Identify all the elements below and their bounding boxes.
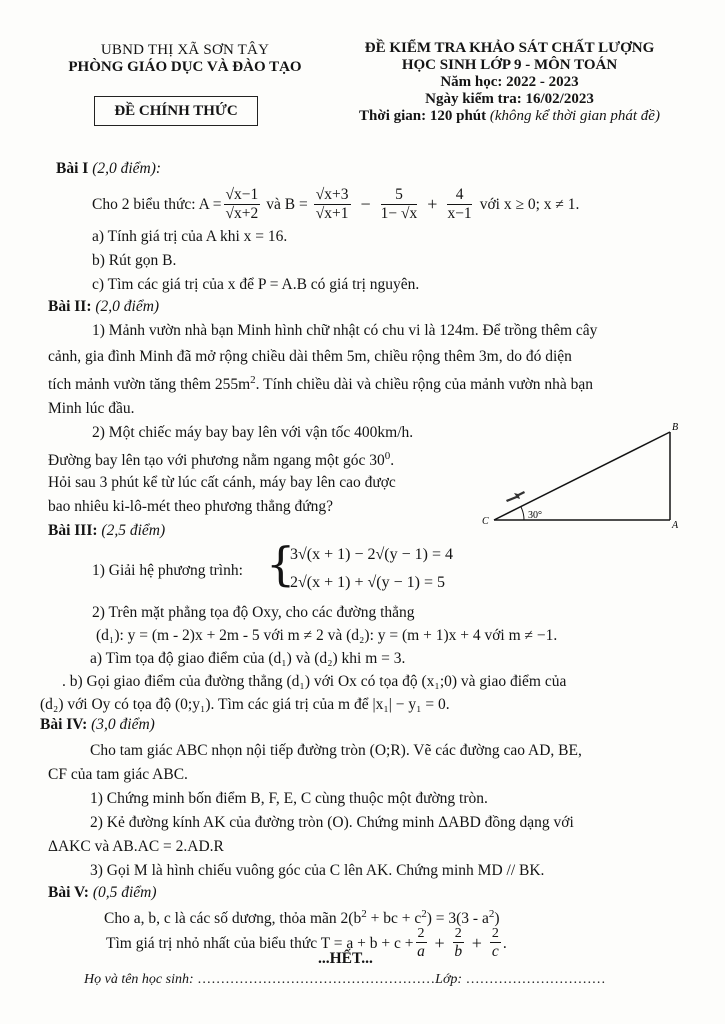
bai3-qb-l1: . b) Gọi giao điểm của đường thẳng (d₁) với Ox có tọa độ (x₁;0) và giao điểm của (62, 673, 567, 690)
org-line1: UBND THỊ XÃ SƠN TÂY (100, 42, 270, 58)
fraction-2b: $\frac{2}{b}$ (454, 926, 463, 960)
side-cb (494, 432, 670, 520)
fraction-2a: $\frac{2}{a}$ (417, 926, 425, 960)
bai5-l1: Cho a, b, c là các số dương, thỏa mãn $2(b^2$ + bc + $c^2) = 3(3 - a^2)$ (104, 908, 500, 928)
label-c: C (482, 516, 489, 527)
bai2-p1-l3: tích mảnh vườn tăng thêm $255m^2$. Tính chiều dài và chiều rộng của mảnh vườn nhà bạn (48, 374, 594, 394)
student-info (84, 972, 606, 988)
fraction-a: $\frac{√x-1}{√x+2}$ (225, 186, 259, 222)
bai2-p2-l3: Hỏi sau 3 phút kể từ lúc cất cánh, máy bay lên cao được (48, 474, 396, 491)
name-label: Họ và tên học sinh: (84, 972, 194, 987)
bai1-heading: Bài I (2,0 điểm): (56, 160, 162, 177)
bai4-heading: Bài IV: (3,0 điểm) (40, 716, 155, 733)
bai3-q2-l2: (d₁): y = (m - 2)x + 2m - 5 với m ≠ 2 và (d₂): y = (m + 1)x + 4 với m ≠ −1. (96, 627, 558, 644)
bai3-q1: 1) Giải hệ phương trình: (92, 562, 243, 579)
fraction-b2: $\frac{5}{1- √x}$ (380, 186, 418, 222)
airplane-icon (506, 491, 525, 502)
bai3-qb-l2: (d₂) với Oy có tọa độ (0;y₁). Tìm các giá trị của m để |x₁| − y₁ = 0. (40, 696, 450, 713)
label-a: A (672, 520, 679, 530)
header-right (332, 40, 687, 125)
bai1-qa: a) Tính giá trị của A khi x = 16. (92, 228, 288, 245)
bai1-qc: c) Tìm các giá trị của x để P = A.B có giá trị nguyên. (92, 276, 420, 293)
bai2-p1-l4: Minh lúc đầu. (48, 400, 135, 417)
bai2-p2-l4: bao nhiêu ki-lô-mét theo phương thẳng đứng? (48, 498, 333, 515)
bai2-p1-l1: 1) Mảnh vườn nhà bạn Minh hình chữ nhật có chu vi là 124m. Để trồng thêm cây (92, 322, 598, 339)
fraction-b1: $\frac{√x+3}{√x+1}$ (315, 186, 349, 222)
end-marker: ...HẾT... (318, 950, 373, 967)
bai4-l1: Cho tam giác ABC nhọn nội tiếp đường tròn (O;R). Vẽ các đường cao AD, BE, (90, 742, 582, 759)
bai1-qb: b) Rút gọn B. (92, 252, 177, 269)
fraction-b3: $\frac{4}{x-1}$ (447, 186, 472, 222)
bai3-heading: Bài III: (2,5 điểm) (48, 522, 166, 539)
bai5-heading: Bài V: (0,5 điểm) (48, 884, 157, 901)
exam-date: Ngày kiểm tra: 16/02/2023 (425, 91, 594, 107)
exam-title1: ĐỀ KIỂM TRA KHẢO SÁT CHẤT LƯỢNG (364, 40, 655, 56)
label-b: B (672, 422, 679, 433)
bai4-l4: 2) Kẻ đường kính AK của đường tròn (O). Chứng minh ΔABD đồng dạng với (90, 814, 574, 831)
system-brace: { (266, 537, 296, 591)
bai2-p1-l2: cảnh, gia đình Minh đã mở rộng chiều dài thêm 5m, chiều rộng thêm 3m, do đó diện (48, 348, 572, 365)
official-stamp: ĐỀ CHÍNH THỨC (94, 96, 258, 126)
bai3-eq2: 2√(x + 1) + √(y − 1) = 5 (290, 574, 445, 591)
bai4-l3: 1) Chứng minh bốn điểm B, F, E, C cùng thuộc một đường tròn. (90, 790, 488, 807)
bai2-p2-l2: Đường bay lên tạo với phương nằm ngang một góc $30^0$. (48, 450, 395, 470)
bai2-p2-l1: 2) Một chiếc máy bay bay lên với vận tốc 400km/h. (92, 424, 414, 441)
bai3-eq1: 3√(x + 1) − 2√(y − 1) = 4 (290, 546, 453, 563)
angle-arc (521, 507, 524, 520)
bai2-heading: Bài II: (2,0 điểm) (48, 298, 160, 315)
exam-time-note: (không kể thời gian phát đề) (489, 108, 660, 124)
bai3-qa: a) Tìm tọa độ giao điểm của (d₁) và (d₂) khi m = 3. (90, 650, 406, 667)
fraction-2c: $\frac{2}{c}$ (491, 926, 499, 960)
school-year: Năm học: 2022 - 2023 (440, 74, 579, 90)
bai3-q2-l1: 2) Trên mặt phẳng tọa độ Oxy, cho các đường thẳng (92, 604, 415, 621)
header-left (40, 42, 330, 76)
bai1-expression: Cho 2 biểu thức: A = $\frac{√x-1}{√x+2}$ và B = $\frac{√x+3}{√x+1}$ − $\frac{5}{1- √x}$ + $\frac{4}{x-1}$ với x ≥ 0; x ≠ 1. (92, 186, 580, 222)
bai5-l2: Tìm giá trị nhỏ nhất của biểu thức T = a + b + c + $\frac{2}{a}$ + $\frac{2}{b}$ + $\frac{2}{c}$ . (106, 926, 507, 960)
bai4-l5: ΔAKC và AB.AC = 2.AD.R (48, 838, 224, 855)
name-dots: …………………………………………… (197, 972, 436, 987)
class-dots: ………………………… (465, 972, 606, 987)
bai4-l2: CF của tam giác ABC. (48, 766, 188, 783)
class-label: Lớp: (435, 972, 463, 987)
exam-time: Thời gian: 120 phút (không kể thời gian phát đề) (359, 108, 660, 124)
bai4-l6: 3) Gọi M là hình chiếu vuông góc của C lên AK. Chứng minh MD // BK. (90, 862, 545, 879)
triangle-figure (472, 418, 682, 530)
org-line2: PHÒNG GIÁO DỤC VÀ ĐÀO TẠO (68, 59, 302, 75)
exam-title2: HỌC SINH LỚP 9 - MÔN TOÁN (401, 57, 618, 73)
label-angle: 30° (528, 510, 542, 521)
